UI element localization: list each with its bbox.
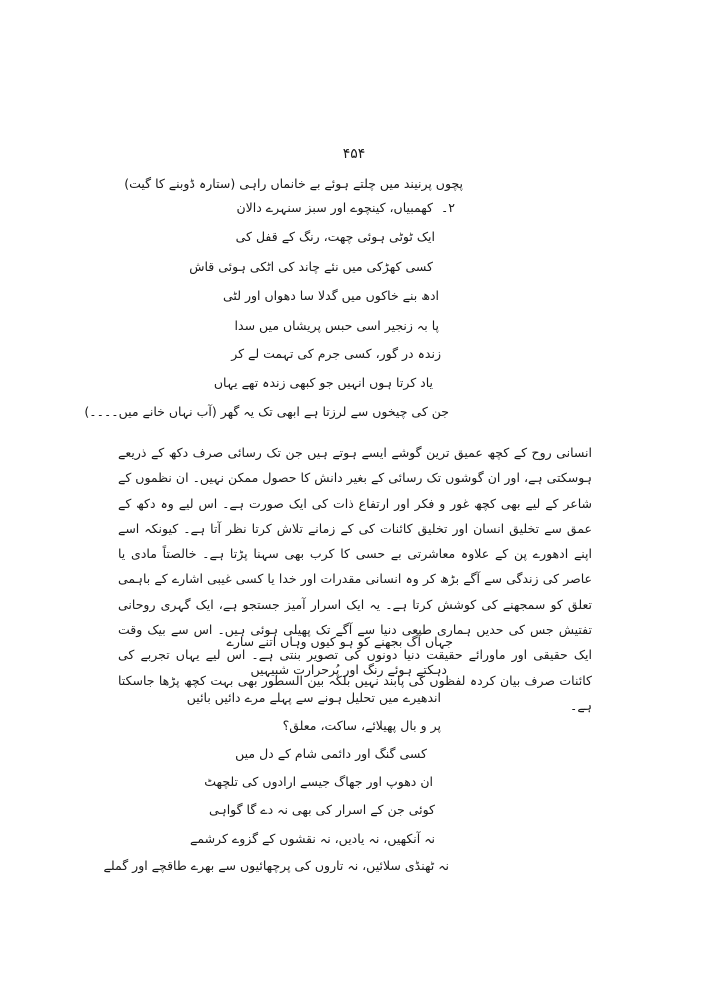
poem2-line: ان دھوپ اور جھاگ جیسے ارادوں کی تلچھٹ	[204, 774, 433, 789]
body-paragraph: انسانی روح کے کچھ عمیق ترین گوشے ایسے ہوتے ہیں جن تک رسائی صرف دکھ کے ذریعے ہوسکتی ہے، اور ان گوشوں تک رسائی کے بغیر دانش کا حصول ممکن نہیں۔ ان نظموں کے شاعر کے لیے بھی کچھ غور و فکر اور ارتفاع ذات کی ایک صورت ہے۔ اس لیے وہ دکھ کے عمق سے تخلیق انسان اور تخلیق کائنات کی کے زمانے تلاش کرتا نظر آتا ہے۔ کیونکہ اسے اپنے ادھورے پن کے علاوہ معاشرتی بے حسی کا کرب بھی سہنا پڑتا ہے۔ خالصتاً مادی یا عاصر کی زندگی سے آگے بڑھ کر وہ انسانی مقدرات اور خدا یا کسی غیبی اشارے کے باہمی تعلق کو سمجھنے کی کوشش کرتا ہے۔ یہ ایک اسرار آمیز جستجو ہے، ایک گہری روحانی تفتیش جس کی حدیں ہماری طبعی دنیا سے آگے تک پھیلی ہوئی ہیں۔ اس سے بیک وقت ایک حقیقی اور ماورائے حقیقت دنیا دونوں کی تصویر بنتی ہے۔ اس لیے یہاں تجربے کی کائنات صرف بیان کردہ لفظوں کی پابند نہیں بلکہ بین السطور بھی بہت کچھ پڑھا جاسکتا ہے۔	[118, 445, 592, 713]
poem2-line: اندھیرے میں تحلیل ہونے سے پہلے مرے دائیں بائیں	[186, 690, 441, 705]
poem2-line: جہاں آگ بجھنے کو ہو کیوں وہاں اتنے سارے	[226, 634, 453, 649]
poem-number: ۲۔	[440, 200, 455, 215]
heading: پچوں پرنیند میں چلتے ہوئے بے خانماں راہی (ستارہ ڈوبنے کا گیت)	[124, 176, 463, 191]
poem2-line: کوئی جن کے اسرار کی بھی نہ دے گا گواہی	[208, 802, 435, 817]
poem2-line: دہکتے ہوئے رنگ اور پُرحرارت شبیہیں	[250, 662, 447, 677]
page-number: ۴۵۴	[342, 146, 366, 162]
poem1-line: زندہ در گور، کسی جرم کی تہمت لے کر	[231, 346, 441, 361]
poem1-line: ایک ٹوٹی ہوئی چھت، رنگ کے قفل کی	[235, 229, 435, 244]
poem1-line: ادھ بنے خاکوں میں گدلا سا دھواں اور لٹی	[223, 288, 439, 303]
poem1-line: کسی کھڑکی میں نئے چاند کی اٹکی ہوئی قاش	[189, 259, 433, 274]
poem2-line: پر و بال پھیلائے، ساکت، معلق؟	[282, 718, 441, 733]
poem1-line: جن کی چیخوں سے لرزتا ہے ابھی تک یہ گھر (آب نہاں خانے میں۔۔۔۔)	[84, 404, 449, 419]
poem1-line: پا بہ زنجیر اسی حبس پریشاں میں سدا	[234, 318, 439, 333]
poem2-line: نہ ٹھنڈی سلائیں، نہ تاروں کی پرچھائیوں سے بھرے طاقچے اور گملے	[103, 858, 449, 873]
poem2-line: نہ آنکھیں، نہ یادیں، نہ نقشوں کے گزوے کرشمے	[190, 831, 435, 846]
poem1-line: کھمبیاں، کینچوے اور سبز سنہرے دالان	[236, 200, 433, 215]
poem1-line: یاد کرتا ہوں انہیں جو کبھی زندہ تھے یہاں	[213, 375, 433, 390]
poem2-line: کسی گنگ اور دائمی شام کے دل میں	[235, 746, 427, 761]
